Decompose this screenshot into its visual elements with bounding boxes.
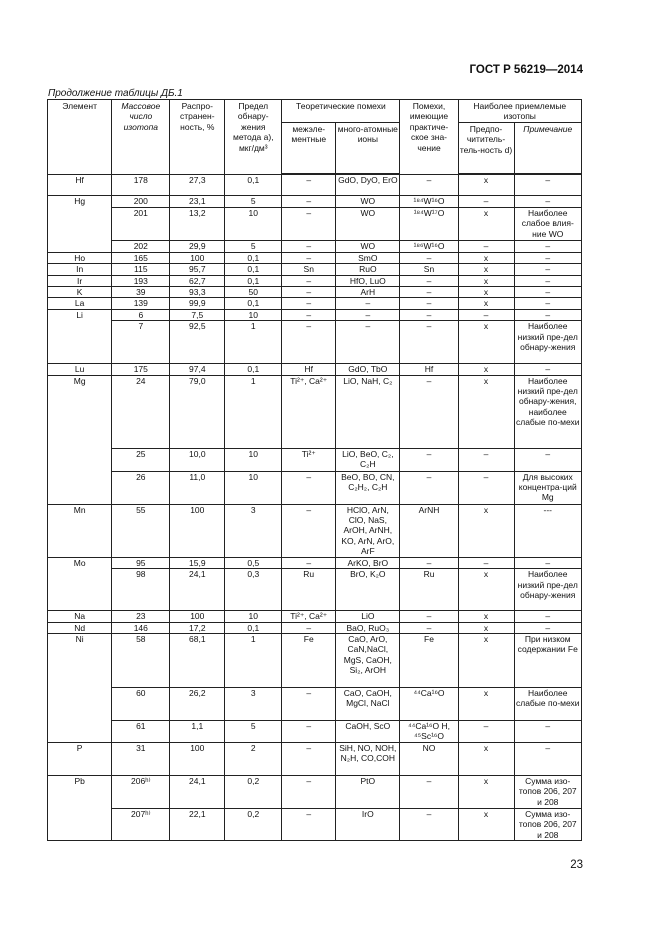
cell-abundance: 24,1 (170, 569, 225, 611)
cell-practical: – (400, 808, 458, 840)
cell-abundance: 24,1 (170, 775, 225, 808)
cell-polyatomic: WO (336, 195, 400, 207)
cell-mass-number: 206ʰ⁾ (112, 775, 170, 808)
cell-detection-limit: 0,1 (225, 622, 282, 633)
table-row (48, 240, 582, 252)
cell-preference: x (458, 775, 514, 808)
col-theoretical-interferences: Теоретические помехи (282, 100, 400, 123)
cell-note: – (514, 742, 581, 775)
cell-preference: x (458, 504, 514, 557)
cell-interelement: – (282, 195, 336, 207)
cell-polyatomic: BeO, BO, CN, C₂H₂, C₂H (336, 471, 400, 504)
cell-practical: – (400, 622, 458, 633)
cell-mass-number: 178 (112, 174, 170, 195)
cell-interelement: Ti²⁺, Ca²⁺ (282, 611, 336, 622)
cell-preference: x (458, 174, 514, 195)
cell-detection-limit: 10 (225, 207, 282, 240)
cell-interelement: – (282, 720, 336, 742)
cell-detection-limit: 5 (225, 240, 282, 252)
cell-abundance: 99,9 (170, 298, 225, 309)
cell-practical: – (400, 375, 458, 448)
cell-interelement: – (282, 471, 336, 504)
cell-element: Ir (48, 275, 112, 286)
cell-preference: x (458, 687, 514, 720)
cell-polyatomic: SiH, NO, NOH, N₂H, CO,COH (336, 742, 400, 775)
cell-polyatomic: IrO (336, 808, 400, 840)
cell-element (48, 207, 112, 240)
cell-polyatomic: – (336, 309, 400, 320)
cell-note: Наиболее слабое влия-ние WO (514, 207, 581, 240)
cell-mass-number: 139 (112, 298, 170, 309)
table-row (48, 808, 582, 840)
cell-note: Наиболее низкий пре-дел обнару-жения (514, 321, 581, 364)
cell-element: La (48, 298, 112, 309)
col-mass-number: Массовое число изотопа (112, 100, 170, 175)
cell-abundance: 11,0 (170, 471, 225, 504)
cell-practical: Sn (400, 264, 458, 275)
cell-element: Lu (48, 364, 112, 375)
cell-mass-number: 24 (112, 375, 170, 448)
table-row (48, 264, 582, 275)
cell-practical: – (400, 174, 458, 195)
cell-practical: Ru (400, 569, 458, 611)
cell-preference: x (458, 364, 514, 375)
cell-note: – (514, 240, 581, 252)
cell-preference: x (458, 275, 514, 286)
cell-note: – (514, 448, 581, 471)
cell-element: Nd (48, 622, 112, 633)
table-row (48, 633, 582, 687)
cell-practical: – (400, 611, 458, 622)
cell-abundance: 29,9 (170, 240, 225, 252)
table-row (48, 252, 582, 263)
cell-element: P (48, 742, 112, 775)
cell-note: – (514, 264, 581, 275)
cell-preference: x (458, 264, 514, 275)
cell-mass-number: 23 (112, 611, 170, 622)
cell-abundance: 93,3 (170, 287, 225, 298)
cell-detection-limit: 1 (225, 633, 282, 687)
cell-mass-number: 6 (112, 309, 170, 320)
cell-practical: ¹⁸⁴W¹⁷O (400, 207, 458, 240)
cell-detection-limit: 0,3 (225, 569, 282, 611)
cell-abundance: 23,1 (170, 195, 225, 207)
cell-mass-number: 207ʰ⁾ (112, 808, 170, 840)
cell-abundance: 7,5 (170, 309, 225, 320)
cell-detection-limit: 3 (225, 504, 282, 557)
cell-polyatomic: PtO (336, 775, 400, 808)
cell-polyatomic: LiO (336, 611, 400, 622)
cell-note: Сумма изо-топов 206, 207 и 208 (514, 808, 581, 840)
cell-interelement: – (282, 504, 336, 557)
cell-interelement: – (282, 309, 336, 320)
cell-abundance: 79,0 (170, 375, 225, 448)
cell-abundance: 97,4 (170, 364, 225, 375)
cell-element: In (48, 264, 112, 275)
cell-detection-limit: 10 (225, 448, 282, 471)
cell-mass-number: 146 (112, 622, 170, 633)
table-row (48, 471, 582, 504)
table-row (48, 321, 582, 364)
cell-detection-limit: 2 (225, 742, 282, 775)
cell-abundance: 62,7 (170, 275, 225, 286)
table-row (48, 557, 582, 568)
cell-element: Mn (48, 504, 112, 557)
cell-detection-limit: 0,1 (225, 264, 282, 275)
cell-detection-limit: 10 (225, 611, 282, 622)
cell-note: Наиболее низкий пре-дел обнару-жения (514, 569, 581, 611)
cell-polyatomic: BrO, K₂O (336, 569, 400, 611)
cell-element (48, 471, 112, 504)
cell-element (48, 808, 112, 840)
cell-mass-number: 55 (112, 504, 170, 557)
cell-interelement: Hf (282, 364, 336, 375)
table-row (48, 504, 582, 557)
cell-preference: x (458, 321, 514, 364)
cell-interelement: Ti²⁺ (282, 448, 336, 471)
cell-note: – (514, 287, 581, 298)
cell-element: Ho (48, 252, 112, 263)
cell-practical: ⁴⁴Ca¹⁶O (400, 687, 458, 720)
cell-polyatomic: LiO, BeO, C₂, C₂H (336, 448, 400, 471)
table-row (48, 298, 582, 309)
cell-practical: – (400, 321, 458, 364)
table-row (48, 207, 582, 240)
cell-note: При низком содержании Fe (514, 633, 581, 687)
cell-note: – (514, 622, 581, 633)
cell-element: K (48, 287, 112, 298)
cell-interelement: Ti²⁺, Ca²⁺ (282, 375, 336, 448)
col-practical-interferences: Помехи, имеющие практиче-ское зна-чение (400, 100, 458, 175)
table-body (48, 174, 582, 840)
cell-detection-limit: 0,1 (225, 364, 282, 375)
cell-element (48, 687, 112, 720)
cell-abundance: 27,3 (170, 174, 225, 195)
table-row (48, 687, 582, 720)
table-row (48, 569, 582, 611)
cell-practical: – (400, 275, 458, 286)
cell-mass-number: 202 (112, 240, 170, 252)
cell-mass-number: 39 (112, 287, 170, 298)
cell-preference: x (458, 252, 514, 263)
cell-detection-limit: 0,1 (225, 252, 282, 263)
cell-note: – (514, 174, 581, 195)
cell-polyatomic: RuO (336, 264, 400, 275)
cell-note: – (514, 611, 581, 622)
col-polyatomic: много-атомные ионы (336, 122, 400, 174)
cell-element (48, 240, 112, 252)
cell-detection-limit: 3 (225, 687, 282, 720)
cell-abundance: 100 (170, 742, 225, 775)
cell-polyatomic: ArKO, BrO (336, 557, 400, 568)
table-row (48, 375, 582, 448)
cell-preference: x (458, 569, 514, 611)
cell-preference: – (458, 720, 514, 742)
cell-detection-limit: 0,5 (225, 557, 282, 568)
table-row (48, 622, 582, 633)
cell-detection-limit: 1 (225, 321, 282, 364)
cell-abundance: 100 (170, 611, 225, 622)
cell-note: Наиболее слабые по-мехи (514, 687, 581, 720)
cell-detection-limit: 0,1 (225, 174, 282, 195)
cell-preference: x (458, 808, 514, 840)
cell-interelement: – (282, 742, 336, 775)
cell-preference: x (458, 375, 514, 448)
table-row (48, 611, 582, 622)
col-element: Элемент (48, 100, 112, 175)
cell-detection-limit: 1 (225, 375, 282, 448)
cell-practical: – (400, 775, 458, 808)
cell-preference: x (458, 207, 514, 240)
cell-practical: – (400, 298, 458, 309)
cell-note: – (514, 720, 581, 742)
cell-note: Для высоких концентра-ций Mg (514, 471, 581, 504)
cell-interelement: Ru (282, 569, 336, 611)
cell-practical: ¹⁸⁶W¹⁶O (400, 240, 458, 252)
cell-element: Li (48, 309, 112, 320)
cell-mass-number: 165 (112, 252, 170, 263)
cell-interelement: – (282, 687, 336, 720)
cell-abundance: 1,1 (170, 720, 225, 742)
cell-preference: x (458, 742, 514, 775)
cell-mass-number: 25 (112, 448, 170, 471)
col-detection-limit: Предел обнару-жения метода а), мкг/дм³ (225, 100, 282, 175)
cell-detection-limit: 5 (225, 720, 282, 742)
cell-abundance: 68,1 (170, 633, 225, 687)
table-row (48, 174, 582, 195)
cell-preference: x (458, 611, 514, 622)
cell-mass-number: 58 (112, 633, 170, 687)
cell-practical: – (400, 557, 458, 568)
table-row (48, 195, 582, 207)
cell-preference: – (458, 471, 514, 504)
cell-note: – (514, 364, 581, 375)
cell-practical: – (400, 471, 458, 504)
cell-note: – (514, 195, 581, 207)
cell-interelement: – (282, 808, 336, 840)
col-preference: Предпо-чититель-тель-ность d) (458, 122, 514, 174)
cell-interelement: – (282, 321, 336, 364)
cell-interelement: – (282, 298, 336, 309)
cell-polyatomic: WO (336, 207, 400, 240)
cell-element (48, 448, 112, 471)
cell-element: Ni (48, 633, 112, 687)
cell-element: Pb (48, 775, 112, 808)
cell-detection-limit: 10 (225, 309, 282, 320)
cell-abundance: 10,0 (170, 448, 225, 471)
cell-interelement: – (282, 557, 336, 568)
cell-practical: – (400, 309, 458, 320)
cell-abundance: 15,9 (170, 557, 225, 568)
table-row (48, 275, 582, 286)
col-note: Примечание (514, 122, 581, 174)
cell-abundance: 17,2 (170, 622, 225, 633)
cell-polyatomic: CaOH, ScO (336, 720, 400, 742)
cell-detection-limit: 0,1 (225, 275, 282, 286)
cell-polyatomic: CaO, CaOH, MgCl, NaCl (336, 687, 400, 720)
cell-preference: x (458, 622, 514, 633)
cell-mass-number: 201 (112, 207, 170, 240)
cell-interelement: – (282, 174, 336, 195)
cell-detection-limit: 50 (225, 287, 282, 298)
cell-polyatomic: – (336, 321, 400, 364)
cell-polyatomic: ArH (336, 287, 400, 298)
cell-note: – (514, 275, 581, 286)
cell-abundance: 95,7 (170, 264, 225, 275)
cell-practical: – (400, 448, 458, 471)
cell-polyatomic: CaO, ArO, CaN,NaCl, MgS, CaOH, Si₂, ArOH (336, 633, 400, 687)
cell-interelement: – (282, 207, 336, 240)
cell-polyatomic: – (336, 298, 400, 309)
cell-detection-limit: 0,2 (225, 808, 282, 840)
cell-preference: x (458, 287, 514, 298)
cell-detection-limit: 0,1 (225, 298, 282, 309)
cell-interelement: – (282, 240, 336, 252)
cell-abundance: 92,5 (170, 321, 225, 364)
cell-practical: Hf (400, 364, 458, 375)
cell-note: – (514, 252, 581, 263)
table-continuation-caption: Продолжение таблицы ДБ.1 (48, 88, 183, 99)
cell-detection-limit: 10 (225, 471, 282, 504)
cell-polyatomic: GdO, DyO, ErO (336, 174, 400, 195)
cell-abundance: 100 (170, 252, 225, 263)
cell-preference: x (458, 298, 514, 309)
cell-polyatomic: BaO, RuO₃ (336, 622, 400, 633)
cell-interelement: – (282, 275, 336, 286)
col-best-isotopes: Наиболее приемлемые изотопы (458, 100, 581, 123)
cell-mass-number: 31 (112, 742, 170, 775)
cell-interelement: – (282, 287, 336, 298)
table-row (48, 775, 582, 808)
cell-mass-number: 95 (112, 557, 170, 568)
cell-note: Сумма изо-топов 206, 207 и 208 (514, 775, 581, 808)
isotope-table (47, 99, 582, 841)
cell-polyatomic: HClO, ArN, ClO, NaS, ArOH, ArNH, KO, ArN, ArO, ArF (336, 504, 400, 557)
col-interelement: межэле-ментные (282, 122, 336, 174)
cell-polyatomic: GdO, TbO (336, 364, 400, 375)
cell-abundance: 22,1 (170, 808, 225, 840)
cell-preference: x (458, 633, 514, 687)
cell-mass-number: 200 (112, 195, 170, 207)
cell-mass-number: 98 (112, 569, 170, 611)
cell-mass-number: 175 (112, 364, 170, 375)
cell-note: – (514, 557, 581, 568)
cell-polyatomic: WO (336, 240, 400, 252)
cell-note: --- (514, 504, 581, 557)
cell-element: Hg (48, 195, 112, 207)
table-row (48, 309, 582, 320)
cell-preference: – (458, 448, 514, 471)
cell-element (48, 720, 112, 742)
cell-preference: – (458, 309, 514, 320)
cell-mass-number: 61 (112, 720, 170, 742)
standard-header: ГОСТ Р 56219—2014 (469, 64, 583, 76)
cell-element: Hf (48, 174, 112, 195)
page-number: 23 (570, 859, 583, 871)
cell-interelement: Sn (282, 264, 336, 275)
cell-polyatomic: HfO, LuO (336, 275, 400, 286)
cell-practical: NO (400, 742, 458, 775)
cell-practical: – (400, 252, 458, 263)
cell-interelement: – (282, 622, 336, 633)
cell-preference: – (458, 240, 514, 252)
cell-abundance: 13,2 (170, 207, 225, 240)
cell-element: Mg (48, 375, 112, 448)
cell-element: Na (48, 611, 112, 622)
table-row (48, 364, 582, 375)
cell-note: – (514, 298, 581, 309)
col-abundance: Распро-странен-ность, % (170, 100, 225, 175)
table-row (48, 720, 582, 742)
cell-practical: Fe (400, 633, 458, 687)
cell-abundance: 26,2 (170, 687, 225, 720)
table-row (48, 287, 582, 298)
cell-practical: – (400, 287, 458, 298)
cell-practical: ⁴⁴Ca¹⁶O H, ⁴⁵Sc¹⁶O (400, 720, 458, 742)
table-row (48, 448, 582, 471)
cell-element (48, 569, 112, 611)
cell-interelement: – (282, 252, 336, 263)
cell-mass-number: 7 (112, 321, 170, 364)
cell-preference: – (458, 195, 514, 207)
cell-interelement: – (282, 775, 336, 808)
cell-element (48, 321, 112, 364)
cell-polyatomic: SmO (336, 252, 400, 263)
cell-note: Наиболее низкий пре-дел обнару-жения, наиболее слабые по-мехи (514, 375, 581, 448)
cell-detection-limit: 5 (225, 195, 282, 207)
cell-mass-number: 60 (112, 687, 170, 720)
table-row (48, 742, 582, 775)
cell-note: – (514, 309, 581, 320)
cell-element: Mo (48, 557, 112, 568)
cell-practical: ¹⁸⁴W¹⁶O (400, 195, 458, 207)
cell-mass-number: 26 (112, 471, 170, 504)
cell-abundance: 100 (170, 504, 225, 557)
cell-mass-number: 115 (112, 264, 170, 275)
cell-practical: ArNH (400, 504, 458, 557)
cell-polyatomic: LiO, NaH, C₂ (336, 375, 400, 448)
cell-mass-number: 193 (112, 275, 170, 286)
cell-preference: – (458, 557, 514, 568)
cell-interelement: Fe (282, 633, 336, 687)
cell-detection-limit: 0,2 (225, 775, 282, 808)
